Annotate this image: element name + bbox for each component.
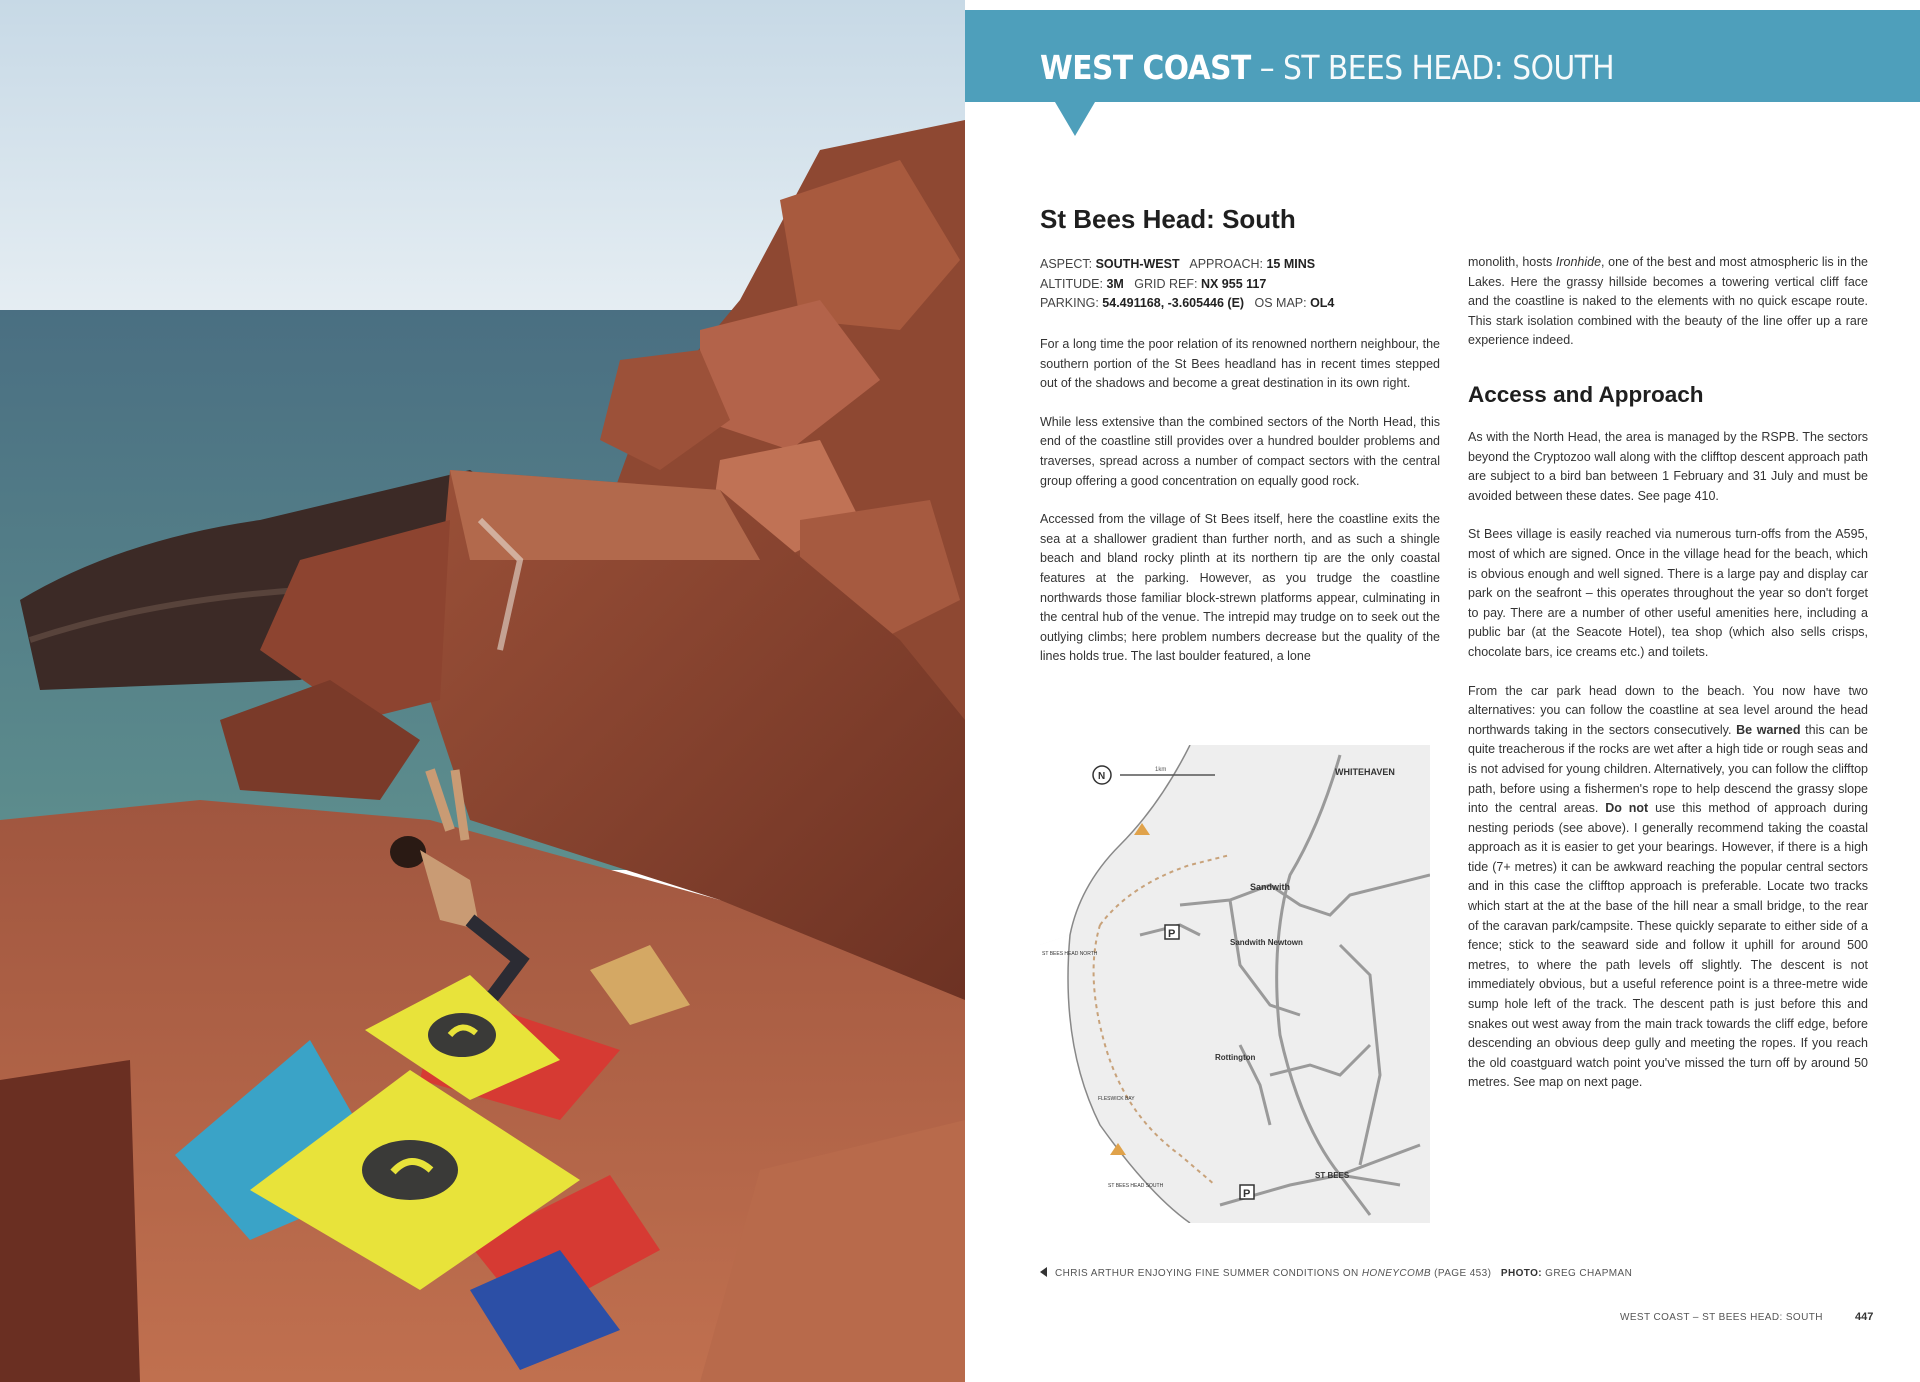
map-label-st-bees: ST BEES (1315, 1171, 1350, 1180)
caption-route: HONEYCOMB (1361, 1268, 1431, 1279)
access-do-not: Do not (1605, 801, 1649, 816)
access-p3-b: this can be quite treacherous if the rocks are wet after a high tide or rough seas and is not advised for young children. Alternatively, you can follow the clifftop path, before using a fishermen's rope to help descend the grassy slope into the central areas. (1468, 722, 1868, 816)
crag-info (1040, 255, 1430, 314)
intro-paragraph-3-cont (1468, 253, 1868, 351)
map-scale: 1km (1155, 767, 1167, 773)
aspect-label: ASPECT: (1040, 257, 1093, 271)
caption-page-ref: (PAGE 453) (1430, 1268, 1492, 1279)
osmap-value: OL4 (1310, 296, 1335, 311)
location-map (1040, 745, 1430, 1223)
map-label-whitehaven: WHITEHAVEN (1335, 767, 1395, 777)
gridref-label: GRID REF: (1134, 276, 1198, 291)
meta-row-parking (1040, 294, 1430, 314)
route-ironhide: Ironhide (1555, 255, 1602, 269)
intro-p3-b: monolith, hosts (1468, 255, 1556, 269)
parking-label: PARKING: (1040, 296, 1099, 311)
access-column (1468, 428, 1868, 1112)
map-label-fleswick: FLESWICK BAY (1098, 1096, 1135, 1102)
photo-caption (1040, 1267, 1632, 1279)
caption-photographer: GREG CHAPMAN (1542, 1268, 1633, 1279)
page-title: St Bees Head: South (1040, 204, 1296, 234)
page-number: 447 (1855, 1311, 1874, 1323)
approach-label: APPROACH: (1189, 257, 1263, 271)
meta-row-altitude (1040, 275, 1430, 295)
gridref-value: NX 955 117 (1200, 276, 1267, 291)
access-heading: Access and Approach (1468, 382, 1704, 407)
access-p3-a: From the car park head down to the beach. You now have two alternatives: you can follow the coastline at sea level around the head northwards taking in the sectors consecutively. (1468, 683, 1868, 737)
altitude-label: ALTITUDE: (1040, 276, 1103, 291)
map-label-head-south: ST BEES HEAD SOUTH (1108, 1183, 1164, 1189)
running-head: WEST COAST – ST BEES HEAD: SOUTH (1620, 1312, 1823, 1323)
intro-p3-c: , one of the best and most atmospheric lis in the Lakes. Here the grassy hillside becomes a towering vertical cliff face and the coastline is naked to the elements with no quick escape route. This stark isolation combined with the beauty of the line offer up a rare experience indeed. (1468, 255, 1868, 348)
map-label-sandwith-newtown: Sandwith Newtown (1230, 938, 1303, 947)
map-label-rottington: Rottington (1215, 1053, 1256, 1062)
access-paragraph-2: St Bees village is easily reached via numerous turn-offs from the A595, most of which are signed. Once in the village head for the beach, which is obvious enough and well signed. There is a large pay and display car park on the seafront – this operates throughout the year so don't forget to pay. There are a number of other useful amenities here, including a public bar (at the Seacote Hotel), tea shop (which also sells crisps, chocolate bars, ice creams etc.) and toilets. (1468, 527, 1868, 659)
banner-pointer (1055, 102, 1095, 136)
map-parking-south: P (1243, 1188, 1251, 1200)
meta-row-aspect (1040, 255, 1430, 275)
caption-text: CHRIS ARTHUR ENJOYING FINE SUMMER CONDITIONS ON (1055, 1268, 1362, 1279)
map-north-arrow: N (1098, 771, 1106, 782)
map-label-sandwith: Sandwith (1250, 882, 1290, 892)
section-name: WEST COAST (1040, 48, 1251, 87)
aspect-value: SOUTH-WEST (1095, 257, 1180, 271)
access-p3-c: use this method of approach during nesting periods (see above). I generally recommend taking the coastal approach as it is easier to get your bearings. However, if there is a high tide (7+ metres) it can be awkward reaching the popular central sectors and in this case the clifftop approach is preferable. Locate two tracks which start at the at the base of the hill near a small bridge, to the rear of the caravan park/campsite. These quickly separate to either side of a fence; stick to the seaward side and follow it uphill for around 500 metres, to where the path levels off slightly. The descent is not immediately obvious, but a useful reference point is a three-metre wide sump hole left of the track. The descent path is just before this and snakes out west away from the main track towards the cliff edge, before descending an obvious deep gully and meeting the ropes. If you reach the old coastguard watch point you've missed the turn off by around 50 metres. See map on next page. (1468, 801, 1868, 1090)
map-parking-north: P (1168, 928, 1176, 940)
intro-paragraph-3: Accessed from the village of St Bees itself, here the coastline exits the sea at a shallower gradient than further north, and as such a shingle beach and bland rocky plinth at its northern tip are the only coastal features at the parking. However, as you trudge the coastline northwards those familiar block-strewn platforms appear, culminating in the central hub of the venue. The intrepid may trudge on to seek out the outlying climbs; here problem numbers decrease but the quality of the lines holds true. The last boulder featured, a lone (1040, 512, 1440, 664)
map-label-head-north: ST BEES HEAD NORTH (1042, 951, 1098, 957)
section-separator: – (1250, 48, 1283, 87)
parking-value: 54.491168, -3.605446 (E) (1102, 296, 1245, 311)
right-column-top (1468, 253, 1868, 370)
access-paragraph-1: As with the North Head, the area is managed by the RSPB. The sectors beyond the Cryptozoo wall along with the clifftop descent approach path are subject to a bird ban between 1 February and 31 July and must be avoided between these dates. See page 410. (1468, 430, 1868, 503)
intro-paragraph-1: For a long time the poor relation of its renowned northern neighbour, the southern portion of the St Bees headland has in recent times stepped out of the shadows and become a great destination in its own right. (1040, 337, 1440, 391)
intro-column (1040, 335, 1440, 667)
section-title (1040, 48, 1614, 87)
access-warning: Be warned (1736, 722, 1801, 737)
intro-paragraph-2: While less extensive than the combined sectors of the North Head, this end of the coastline still provides over a hundred boulder problems and traverses, spread across a number of compact sectors with the central group offering a good concentration on equally good rock. (1040, 414, 1440, 488)
caption-arrow-icon (1040, 1267, 1047, 1277)
access-paragraph-3 (1468, 682, 1868, 1093)
approach-value: 15 MINS (1266, 257, 1316, 271)
caption-photo-label: PHOTO: (1500, 1268, 1542, 1279)
osmap-label: OS MAP: (1254, 296, 1307, 311)
altitude-value: 3M (1106, 276, 1124, 291)
section-location: ST BEES HEAD: SOUTH (1282, 48, 1615, 87)
